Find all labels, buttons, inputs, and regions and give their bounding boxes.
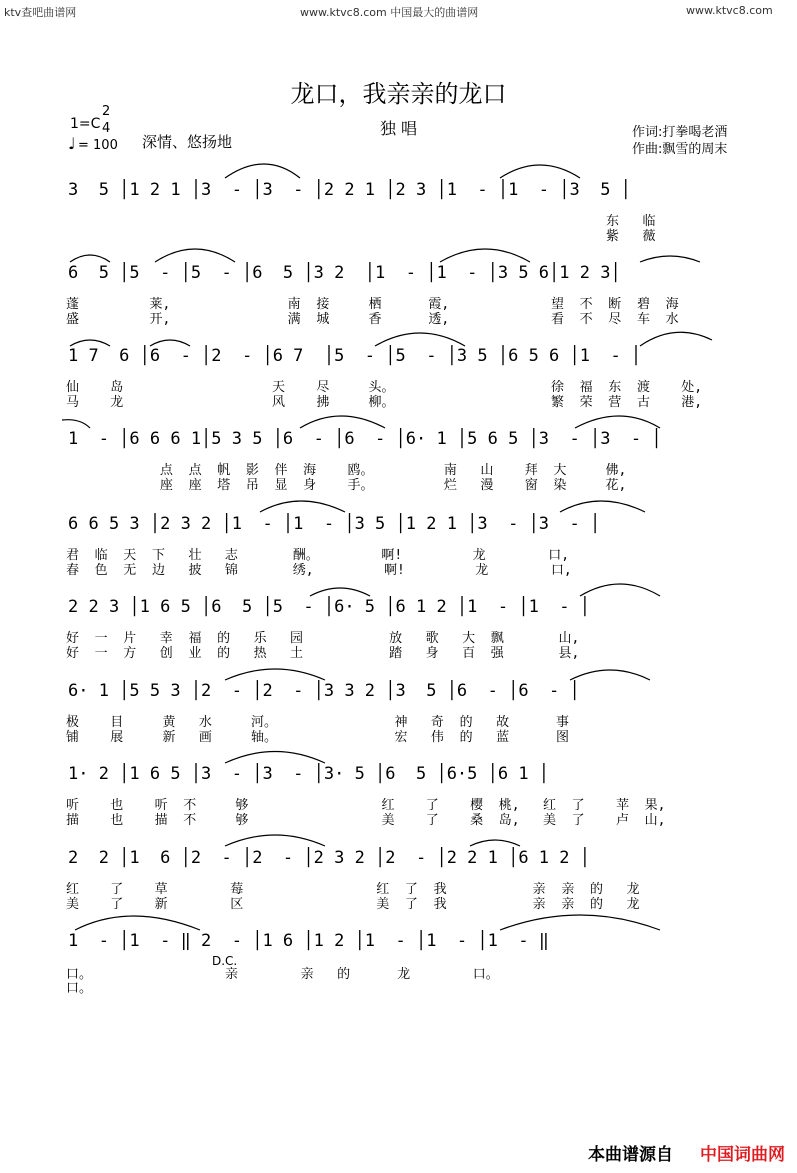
- lyric-verse2: 紫 薇: [66, 229, 656, 244]
- notation-line: 3 5 │1 2 1 │3 - │3 - │2 2 1 │2 3 │1 - │1 - │3 5 │: [68, 180, 631, 200]
- notation-line: 2 2 │1 6 │2 - │2 - │2 3 2 │2 - │2 2 1 │6 1 2 │: [68, 848, 590, 868]
- song-subtitle: 独 唱: [379, 119, 418, 138]
- slur: [500, 915, 660, 930]
- slur: [470, 840, 520, 846]
- notation-line: 2 2 3 │1 6 5 │6 5 │5 - │6· 5 │6 1 2 │1 - │1 - │: [68, 597, 590, 617]
- lyric-verse2: 好 一 方 创 业 的 热 土 踏 身 百 强 县,: [66, 646, 580, 661]
- lyric-verse2: 马 龙 风 拂 柳。 繁 荣 营 古 港,: [66, 395, 703, 410]
- lyric-verse1: 点 点 帆 影 伴 海 鸥。 南 山 拜 大 佛,: [66, 463, 627, 478]
- notation-line: 1 - │1 - ‖ 2 - │1 6 │1 2 │1 - │1 - │1 - ‖: [68, 931, 550, 951]
- slur: [375, 333, 465, 346]
- slur: [310, 588, 370, 596]
- header-right-site[interactable]: www.ktvc8.com: [686, 4, 773, 17]
- slur: [500, 165, 580, 178]
- notation-line: 6· 1 │5 5 3 │2 - │2 - │3 3 2 │3 5 │6 - │6 - │: [68, 681, 580, 701]
- lyric-verse1: 仙 岛 天 尽 头。 徐 福 东 渡 处,: [66, 380, 703, 395]
- slur: [75, 916, 200, 930]
- lyric-verse1: 红 了 草 莓 红 了 我 亲 亲 的 龙: [66, 882, 640, 897]
- lyric-verse2: 盛 开, 满 城 香 透, 看 不 尽 车 水: [66, 312, 679, 327]
- lyric-verse1: 口。 亲 亲 的 龙 口。: [66, 967, 499, 982]
- slur: [62, 420, 90, 428]
- song-title: 龙口，我亲亲的龙口: [290, 80, 507, 108]
- slur: [300, 416, 385, 428]
- header-left-site[interactable]: ktv查吧曲谱网: [4, 6, 77, 19]
- footer-source-site[interactable]: 中国词曲网: [700, 1145, 785, 1165]
- lyric-verse1: 听 也 听 不 够 红 了 樱 桃, 红 了 苹 果,: [66, 798, 666, 813]
- quarter-note-icon: ♩: [68, 134, 76, 153]
- lyric-verse2: 口。: [66, 981, 93, 996]
- lyric-verse2: 美 了 新 区 美 了 我 亲 亲 的 龙: [66, 897, 640, 912]
- notation-line: 6 5 │5 - │5 - │6 5 │3 2 │1 - │1 - │3 5 6│1 2 3│: [68, 263, 621, 283]
- time-denominator: 4: [102, 121, 111, 136]
- slur: [560, 501, 645, 512]
- lyricist-credit: 作词:打拳喝老酒: [632, 125, 728, 140]
- lyric-verse2: 座 座 塔 吊 显 身 手。 烂 漫 窗 染 花,: [66, 478, 627, 493]
- lyric-verse1: 蓬 莱, 南 接 栖 霞, 望 不 断 碧 海: [66, 297, 679, 312]
- slur: [440, 249, 530, 262]
- notation-line: 1 - │6 6 6 1│5 3 5 │6 - │6 - │6· 1 │5 6 5 │3 - │3 - │: [68, 429, 662, 449]
- slur: [225, 752, 325, 764]
- time-numerator: 2: [102, 104, 111, 119]
- notation-line: 1· 2 │1 6 5 │3 - │3 - │3· 5 │6 5 │6·5 │6 1 │: [68, 764, 550, 784]
- slur: [225, 835, 325, 846]
- footer-source-label: 本曲谱源自: [588, 1145, 673, 1165]
- notation-line: 6 6 5 3 │2 3 2 │1 - │1 - │3 5 │1 2 1 │3 - │3 - │: [68, 514, 601, 534]
- slur: [640, 332, 712, 346]
- slur: [570, 670, 650, 680]
- expression-mark: 深情、悠扬地: [142, 133, 233, 151]
- lyric-verse1: 极 目 黄 水 河。 神 奇 的 故 事: [66, 715, 570, 730]
- lyric-verse1: 东 临: [66, 214, 656, 229]
- slur: [260, 501, 345, 512]
- header-center: www.ktvc8.com 中国最大的曲谱网: [300, 6, 479, 19]
- tempo-value: = 100: [78, 138, 118, 153]
- slur: [640, 256, 700, 262]
- slur: [575, 416, 660, 428]
- slur: [155, 249, 235, 262]
- slur: [225, 669, 325, 680]
- composer-credit: 作曲:飘雪的周末: [632, 142, 728, 157]
- slur: [225, 164, 300, 178]
- key-signature: 1=C: [70, 116, 101, 132]
- lyric-verse2: 描 也 描 不 够 美 了 桑 岛, 美 了 卢 山,: [66, 813, 666, 828]
- lyric-verse1: 君 临 天 下 壮 志 酬。 啊! 龙 口,: [66, 548, 570, 563]
- dc-mark: D.C.: [212, 954, 238, 968]
- slur: [580, 584, 660, 596]
- slur: [70, 255, 110, 262]
- lyric-verse2: 铺 展 新 画 轴。 宏 伟 的 蓝 图: [66, 730, 570, 745]
- lyric-verse1: 好 一 片 幸 福 的 乐 园 放 歌 大 飘 山,: [66, 631, 580, 646]
- notation-line: 1 7 6 │6 - │2 - │6 7 │5 - │5 - │3 5 │6 5 6 │1 - │: [68, 346, 642, 366]
- lyric-verse2: 春 色 无 边 披 锦 绣, 啊! 龙 口,: [66, 563, 572, 578]
